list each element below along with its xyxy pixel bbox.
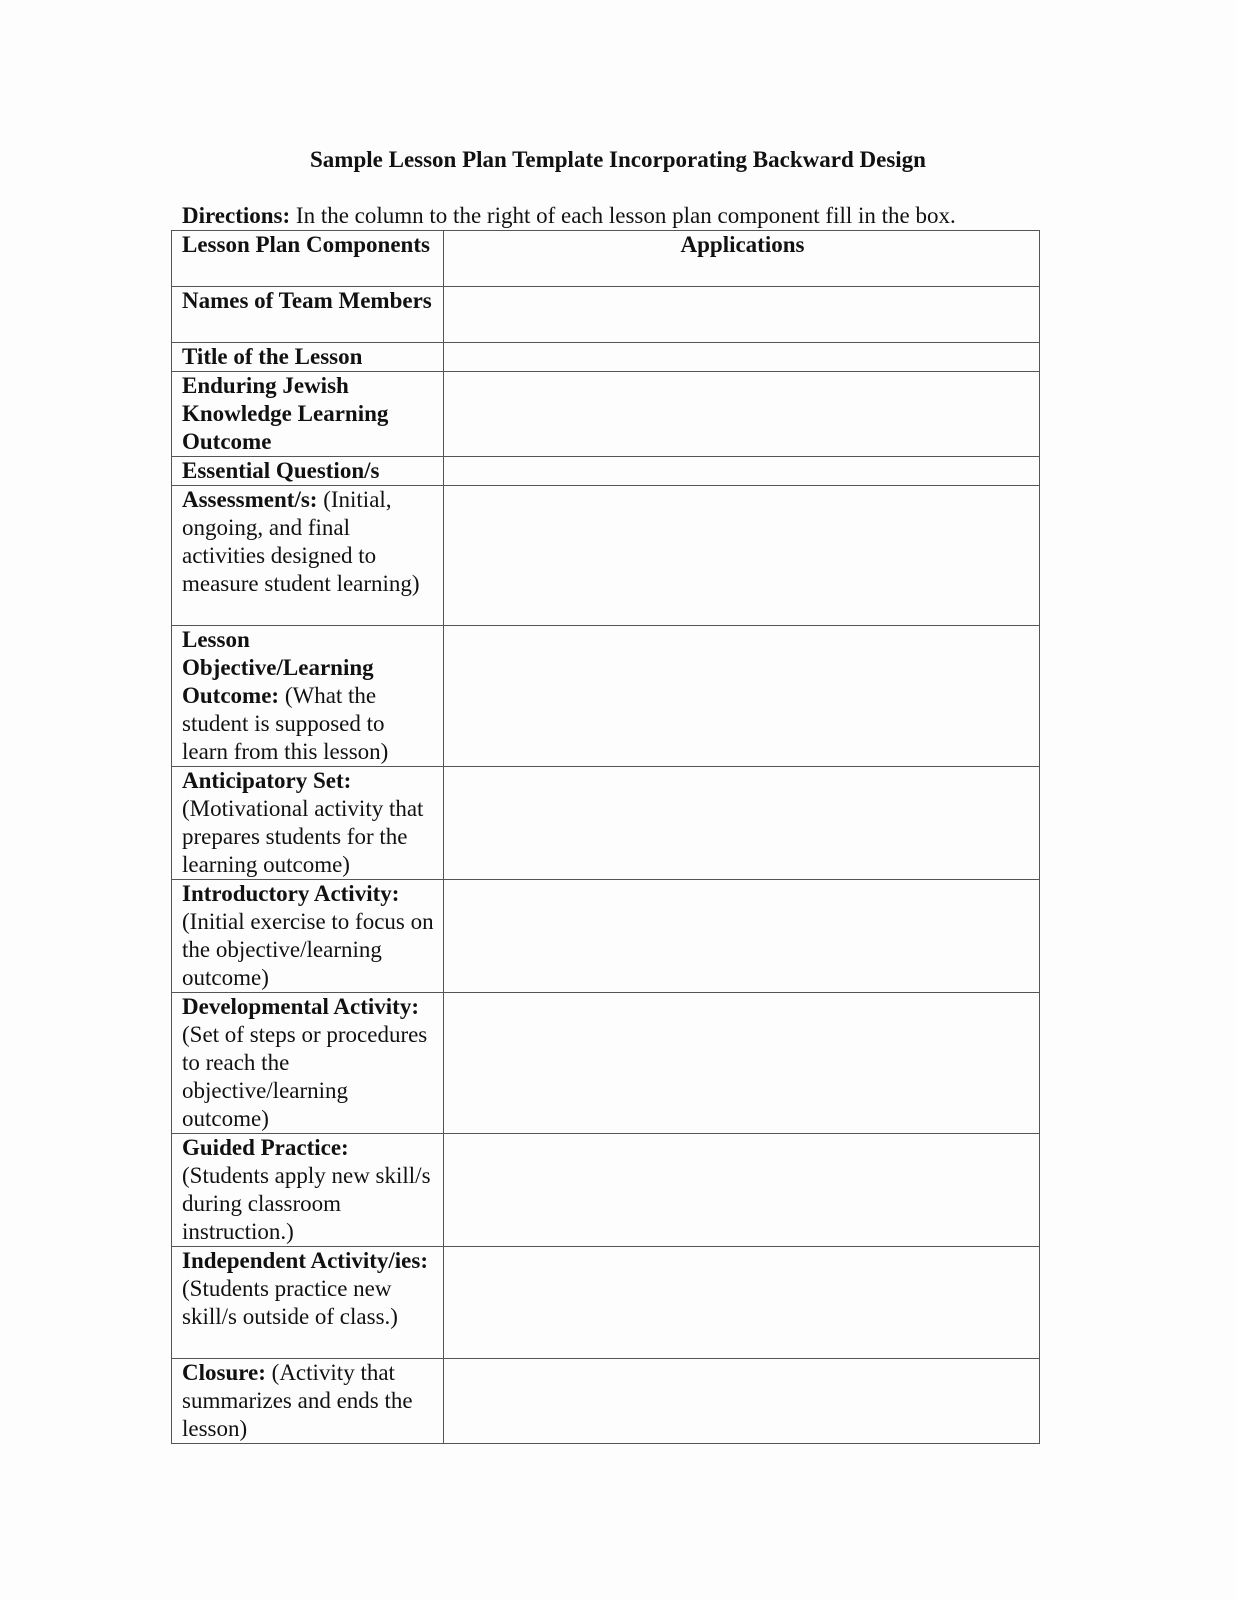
component-label: Anticipatory Set: <box>182 768 352 793</box>
application-field[interactable] <box>444 287 1040 343</box>
component-cell <box>172 993 444 1134</box>
table-row <box>172 767 1040 880</box>
table-row <box>172 287 1040 343</box>
component-cell <box>172 880 444 993</box>
application-field[interactable] <box>444 1359 1040 1444</box>
application-field[interactable] <box>444 767 1040 880</box>
table-row <box>172 1359 1040 1444</box>
application-field[interactable] <box>444 343 1040 372</box>
table-row <box>172 372 1040 457</box>
application-field[interactable] <box>444 1247 1040 1359</box>
component-cell <box>172 626 444 767</box>
application-field[interactable] <box>444 880 1040 993</box>
table-row <box>172 880 1040 993</box>
application-field[interactable] <box>444 993 1040 1134</box>
component-label: Independent Activity/ies: <box>182 1248 428 1273</box>
component-cell <box>172 1359 444 1444</box>
application-field[interactable] <box>444 1134 1040 1247</box>
component-cell <box>172 457 444 486</box>
table-row <box>172 1247 1040 1359</box>
header-components: Lesson Plan Components <box>172 231 444 287</box>
component-description: (Students apply new skill/s during classroom instruction.) <box>182 1163 431 1244</box>
component-cell <box>172 1247 444 1359</box>
component-label: Lesson Objective/Learning Outcome: <box>182 627 374 708</box>
header-applications: Applications <box>444 231 1040 287</box>
component-label: Title of the Lesson <box>182 344 363 369</box>
component-description: (Motivational activity that prepares students for the learning outcome) <box>182 796 424 877</box>
component-description: (Initial exercise to focus on the objective/learning outcome) <box>182 909 434 990</box>
component-cell <box>172 343 444 372</box>
document-title: Sample Lesson Plan Template Incorporating Backward Design <box>310 147 926 172</box>
table-row <box>172 343 1040 372</box>
table-row <box>172 1134 1040 1247</box>
table-row <box>172 993 1040 1134</box>
table-row <box>172 626 1040 767</box>
component-cell <box>172 767 444 880</box>
component-description: (Students practice new skill/s outside of class.) <box>182 1276 398 1329</box>
component-description: (Initial, ongoing, and final activities designed to measure student learning) <box>182 487 420 596</box>
component-label: Assessment/s: <box>182 487 318 512</box>
directions-text: In the column to the right of each lesson plan component fill in the box. <box>290 203 956 228</box>
component-label: Introductory Activity: <box>182 881 400 906</box>
lesson-plan-table <box>171 230 1040 1444</box>
component-label: Names of Team Members <box>182 288 432 313</box>
component-cell <box>172 287 444 343</box>
application-field[interactable] <box>444 457 1040 486</box>
application-field[interactable] <box>444 626 1040 767</box>
table-row <box>172 486 1040 626</box>
directions-label: Directions: <box>182 203 291 228</box>
component-cell <box>172 486 444 626</box>
table-header-row <box>172 231 1040 287</box>
component-label: Closure: <box>182 1360 266 1385</box>
directions-line <box>182 202 956 230</box>
component-label: Developmental Activity: <box>182 994 419 1019</box>
component-description: (Set of steps or procedures to reach the objective/learning outcome) <box>182 1022 428 1131</box>
component-cell <box>172 372 444 457</box>
component-description: (Activity that summarizes and ends the lesson) <box>182 1360 413 1441</box>
component-label: Enduring Jewish Knowledge Learning Outcome <box>182 373 389 454</box>
table-row <box>172 457 1040 486</box>
application-field[interactable] <box>444 486 1040 626</box>
component-description: (What the student is supposed to learn from this lesson) <box>182 683 389 764</box>
application-field[interactable] <box>444 372 1040 457</box>
component-label: Essential Question/s <box>182 458 380 483</box>
component-cell <box>172 1134 444 1247</box>
component-label: Guided Practice: <box>182 1135 349 1160</box>
